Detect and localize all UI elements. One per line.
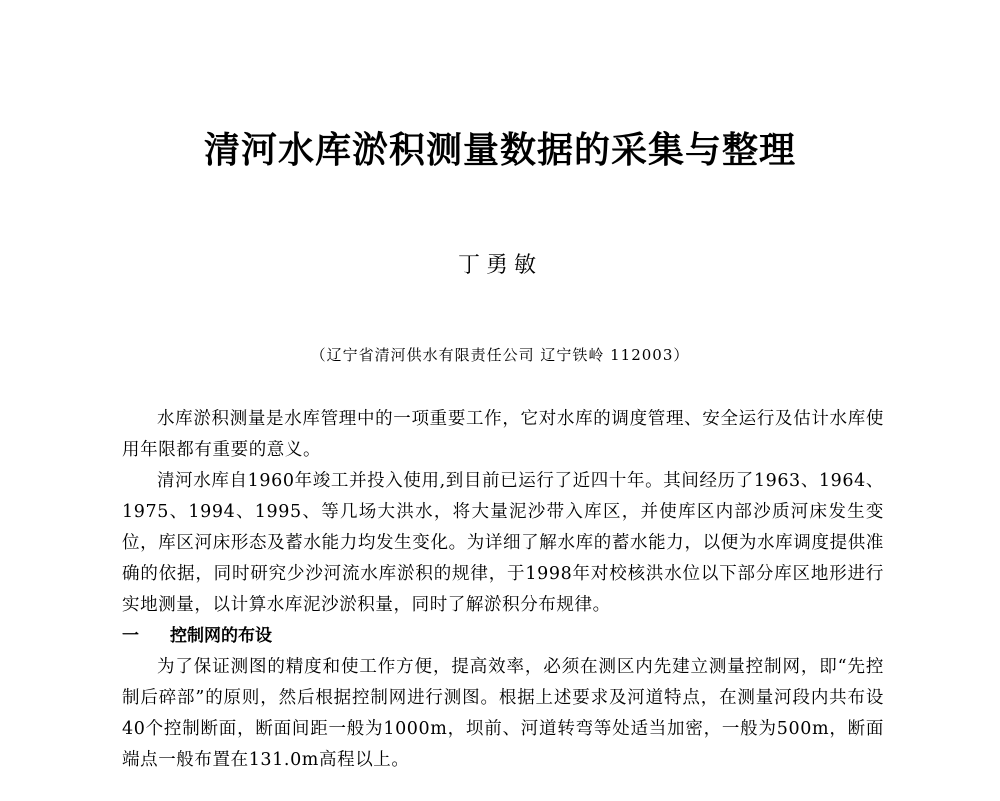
body-paragraph: 水库淤积测量是水库管理中的一项重要工作，它对水库的调度管理、安全运行及估计水库使用年限都有重要的意义。 xyxy=(122,409,884,460)
author-affiliation: （辽宁省清河供水有限责任公司 辽宁铁岭 112003） xyxy=(310,346,690,364)
author-name: 丁勇敏 xyxy=(457,253,542,278)
body-paragraph: 为了保证测图的精度和使工作方便，提高效率，必须在测区内先建立测量控制网，即“先控制后碎部”的原则，然后根据控制网进行测图。根据上述要求及河道特点，在测量河段内共布设40个控制断面，断面间距一般为1000m，坝前、河道转弯等处适当加密，一般为500m，断面端点一般布置在131.0m高程以上。 xyxy=(122,657,884,770)
paper-title: 清河水库淤积测量数据的采集与整理 xyxy=(203,130,796,171)
section-title: 控制网的布设 xyxy=(170,626,272,646)
section-heading xyxy=(122,621,884,652)
section-number: 一 xyxy=(122,626,139,646)
article-body xyxy=(122,404,884,776)
body-paragraph: 清河水库自1960年竣工并投入使用,到目前已运行了近四十年。其间经历了1963、1964、1975、1994、1995、等几场大洪水，将大量泥沙带入库区，并使库区内部沙质河床发生变位，库区河床形态及蓄水能力均发生变化。为详细了解水库的蓄水能力，以便为水库调度提供准确的依据，同时研究少沙河流水库淤积的规律，于1998年对校核洪水位以下部分库区地形进行实地测量，以计算水库泥沙淤积量，同时了解淤积分布规律。 xyxy=(122,471,884,615)
